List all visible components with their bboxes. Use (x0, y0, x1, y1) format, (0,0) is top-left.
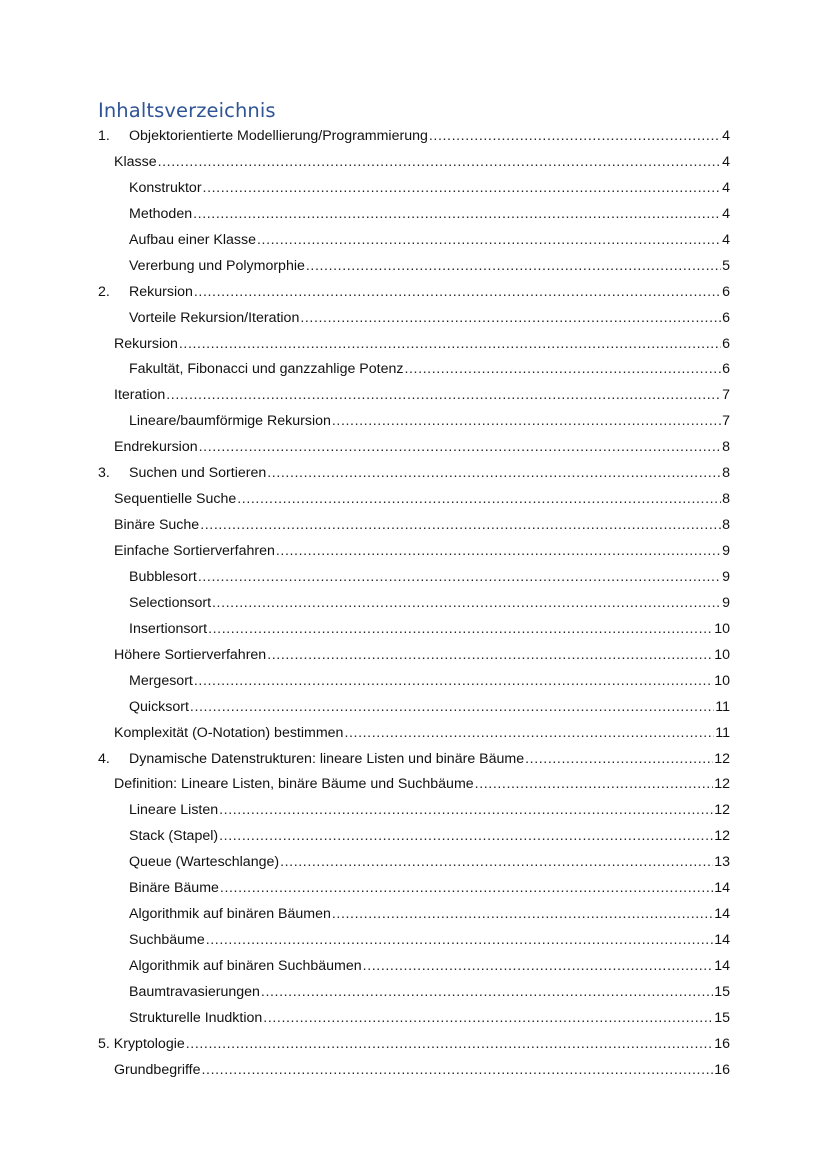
toc-entry-label: Konstruktor (129, 179, 202, 196)
toc-entry-page: 16 (714, 1061, 730, 1078)
toc-entry-label: Rekursion (129, 283, 193, 300)
toc-entry[interactable] (98, 228, 730, 254)
toc-entry-label: Grundbegriffe (114, 1061, 201, 1078)
toc-entry-page: 13 (714, 854, 730, 871)
toc-entry-page: 6 (722, 283, 730, 300)
toc-entry-label: Aufbau einer Klasse (129, 231, 256, 248)
toc-entry[interactable] (98, 928, 730, 954)
toc-entry-label: Baumtravasierungen (129, 983, 260, 1000)
toc-entry-label: Suchbäume (129, 932, 205, 949)
toc-entry[interactable] (98, 306, 730, 332)
toc-entry[interactable] (98, 383, 730, 409)
toc-entry-page: 8 (722, 465, 730, 482)
toc-entry-label: Algorithmik auf binären Suchbäumen (129, 958, 362, 974)
toc-entry-label: Endrekursion (114, 439, 198, 456)
toc-entry[interactable] (98, 617, 730, 643)
toc-entry[interactable] (98, 1032, 730, 1058)
toc-entry-page: 4 (722, 153, 730, 170)
toc-entry-page: 10 (714, 620, 730, 637)
toc-entry[interactable] (98, 772, 730, 798)
toc-entry-page: 10 (714, 672, 730, 689)
toc-entry-page: 4 (722, 179, 730, 196)
toc-entry-page: 12 (714, 828, 730, 845)
toc-entry-label: Suchen und Sortieren (129, 465, 267, 482)
toc-entry-page: 9 (722, 568, 730, 585)
toc-entry-page: 15 (714, 983, 730, 1000)
toc-entry[interactable] (98, 176, 730, 202)
toc-entry-label: Quicksort (129, 698, 189, 715)
toc-entry-number: 3. (98, 465, 110, 482)
toc-entry-page: 8 (722, 491, 730, 508)
toc-entry[interactable] (98, 539, 730, 565)
toc-entry[interactable] (98, 902, 730, 928)
toc-entry[interactable] (98, 202, 730, 228)
toc-entry-page: 9 (722, 594, 730, 611)
toc-entry-label: Sequentielle Suche (114, 491, 237, 508)
toc-entry-label: 5. Kryptologie (98, 1035, 185, 1052)
toc-entry-page: 12 (714, 802, 730, 819)
toc-entry[interactable] (98, 435, 730, 461)
toc-entry[interactable] (98, 695, 730, 721)
toc-entry-page: 8 (722, 517, 730, 534)
toc-entry-label: Vorteile Rekursion/Iteration (129, 309, 300, 326)
toc-entry-label: Algorithmik auf binären Bäumen (129, 906, 331, 923)
toc-entry[interactable] (98, 254, 730, 280)
toc-entry[interactable] (98, 747, 730, 773)
toc-entry[interactable] (98, 1006, 730, 1032)
toc-entry-page: 7 (722, 413, 730, 430)
toc-entry[interactable] (98, 124, 730, 150)
toc-entry[interactable] (98, 280, 730, 306)
toc-entry-page: 14 (714, 958, 730, 974)
toc-entry[interactable] (98, 357, 730, 383)
toc-entry-label: Lineare/baumförmige Rekursion (129, 413, 331, 430)
toc-entry-page: 9 (722, 543, 730, 559)
toc-entry[interactable] (98, 513, 730, 539)
toc-entry[interactable] (98, 409, 730, 435)
toc-entry-page: 4 (722, 128, 730, 144)
toc-entry-page: 11 (715, 698, 730, 715)
toc-entry[interactable] (98, 591, 730, 617)
toc-entry-page: 14 (714, 906, 730, 923)
toc-entry-label: Klasse (114, 153, 157, 170)
toc-entry-label: Fakultät, Fibonacci und ganzzahlige Potenz (129, 361, 404, 378)
toc-entry-label: Binäre Bäume (129, 880, 219, 897)
toc-entry-page: 15 (714, 1009, 730, 1026)
toc-entry[interactable] (98, 980, 730, 1006)
toc-entry-label: Selectionsort (129, 594, 212, 611)
toc-entry-page: 14 (714, 932, 730, 949)
toc-entry[interactable] (98, 1058, 730, 1084)
toc-entry[interactable] (98, 150, 730, 176)
toc-entry-page: 6 (722, 361, 730, 378)
toc-entry-label: Insertionsort (129, 620, 208, 637)
toc-entry-page: 10 (714, 646, 730, 663)
toc-entry-page: 14 (714, 880, 730, 897)
toc-entry-number: 4. (98, 750, 110, 767)
toc-entry-page: 7 (722, 387, 730, 404)
toc-entry[interactable] (98, 669, 730, 695)
toc-entry[interactable] (98, 876, 730, 902)
toc-entry-label: Strukturelle Inudktion (129, 1009, 263, 1026)
toc-entry-page: 5 (722, 257, 730, 274)
toc-entry-page: 6 (722, 309, 730, 326)
toc-entry-label: Objektorientierte Modellierung/Programmierung (129, 128, 428, 144)
toc-entry[interactable] (98, 721, 730, 747)
toc-entry-label: Dynamische Datenstrukturen: lineare Listen und binäre Bäume (129, 750, 525, 767)
toc-entry-page: 12 (714, 776, 730, 793)
toc-title: Inhaltsverzeichnis (98, 99, 276, 122)
toc-entry-label: Komplexität (O-Notation) bestimmen (114, 724, 344, 741)
toc-entry-label: Methoden (129, 205, 193, 222)
toc-entry[interactable] (98, 824, 730, 850)
toc-entry-page: 6 (722, 335, 730, 352)
table-of-contents (98, 124, 730, 1084)
toc-entry[interactable] (98, 643, 730, 669)
toc-entry-label: Vererbung und Polymorphie (129, 257, 305, 274)
toc-entry[interactable] (98, 332, 730, 358)
toc-entry-page: 8 (722, 439, 730, 456)
toc-entry-label: Lineare Listen (129, 802, 219, 819)
toc-entry-page: 4 (722, 205, 730, 222)
toc-entry-label: Queue (Warteschlange) (129, 854, 280, 871)
toc-entry-label: Rekursion (114, 335, 178, 352)
toc-entry-label: Mergesort (129, 672, 193, 689)
toc-entry-page: 16 (714, 1035, 730, 1052)
toc-entry[interactable] (98, 850, 730, 876)
toc-entry[interactable] (98, 798, 730, 824)
toc-entry-label: Höhere Sortierverfahren (114, 646, 267, 663)
toc-entry[interactable] (98, 954, 730, 980)
toc-entry-label: Stack (Stapel) (129, 828, 219, 845)
toc-entry-label: Einfache Sortierverfahren (114, 543, 275, 559)
toc-entry-number: 2. (98, 283, 110, 300)
toc-entry-label: Definition: Lineare Listen, binäre Bäume und Suchbäume (114, 776, 474, 793)
toc-entry-page: 12 (714, 750, 730, 767)
toc-entry-label: Bubblesort (129, 568, 197, 585)
toc-entry[interactable] (98, 487, 730, 513)
toc-entry[interactable] (98, 461, 730, 487)
toc-entry-number: 1. (98, 128, 110, 144)
toc-entry-page: 11 (715, 724, 730, 741)
toc-entry-page: 4 (722, 231, 730, 248)
toc-entry[interactable] (98, 565, 730, 591)
toc-entry-label: Binäre Suche (114, 517, 200, 534)
toc-entry-label: Iteration (114, 387, 166, 404)
